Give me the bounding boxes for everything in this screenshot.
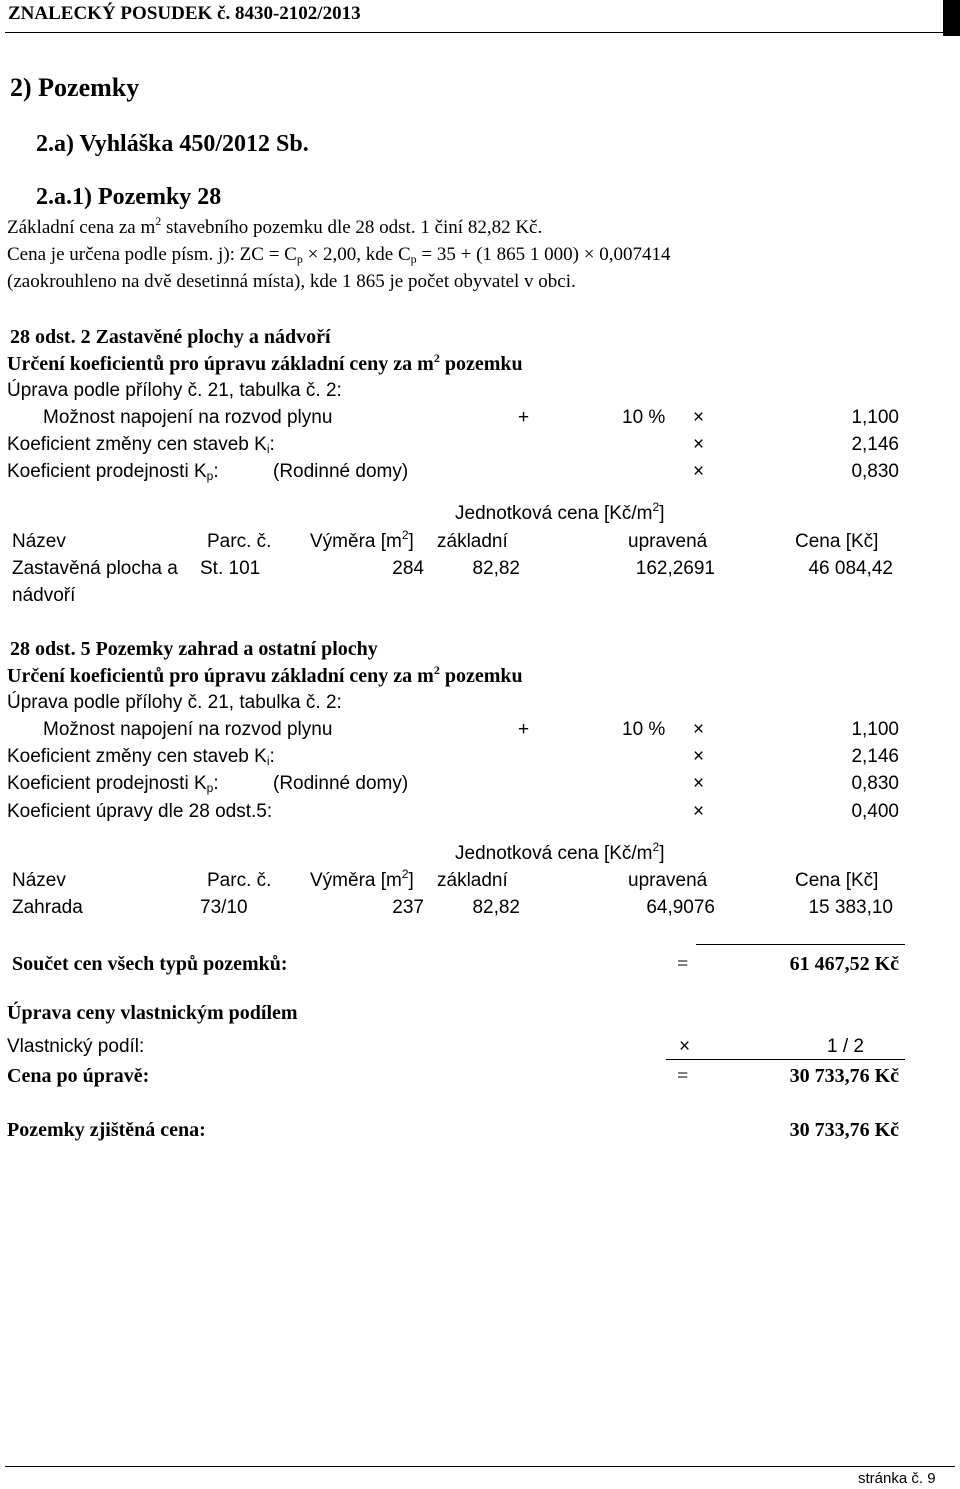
cell-upravena: 162,2691 (635, 558, 715, 579)
col-vymera (310, 869, 414, 893)
cell-parc: St. 101 (200, 558, 261, 579)
col-parc: Parc. č. (207, 870, 272, 891)
cell-cena: 15 383,10 (808, 897, 893, 918)
sup: 2 (401, 528, 409, 542)
coef-sign: + (518, 719, 530, 740)
adjusted-eq: = (677, 1065, 689, 1087)
label-post: : (269, 746, 275, 767)
block2-coef-heading (7, 664, 523, 688)
sub: p (206, 469, 214, 483)
col-cena: Cena [Kč] (795, 870, 879, 891)
label-post: : (213, 461, 219, 482)
col-parc: Parc. č. (207, 531, 272, 552)
coef-sign: + (518, 407, 530, 428)
coef-label (7, 460, 219, 484)
col-nazev: Název (12, 870, 66, 891)
coef-value: 0,830 (851, 773, 899, 794)
final-value: 30 733,76 Kč (789, 1119, 899, 1141)
times-icon: × (679, 1036, 691, 1057)
header-rule (5, 32, 955, 33)
group-header-post: ] (659, 503, 665, 524)
vymera-pre: Výměra [m (310, 531, 402, 552)
cell-zakladni: 82,82 (472, 558, 520, 579)
coef-note: (Rodinné domy) (273, 461, 409, 482)
coef-value: 1,100 (851, 719, 899, 740)
coef-label: Možnost napojení na rozvod plynu (43, 407, 333, 428)
times-icon: × (693, 746, 705, 767)
coef-label (7, 745, 275, 769)
cell-zakladni: 82,82 (472, 897, 520, 918)
cell-upravena: 64,9076 (646, 897, 715, 918)
cell-vymera: 284 (392, 558, 424, 579)
total-value: 61 467,52 Kč (789, 953, 899, 975)
final-label: Pozemky zjištěná cena: (7, 1119, 206, 1141)
share-value: 1 / 2 (827, 1036, 864, 1057)
times-icon: × (693, 407, 705, 428)
block1-uprava: Úprava podle přílohy č. 21, tabulka č. 2: (7, 380, 342, 401)
total-label: Součet cen všech typů pozemků: (12, 953, 288, 975)
sup: 2 (433, 351, 440, 365)
adjusted-value: 30 733,76 Kč (789, 1065, 899, 1087)
sup: 2 (652, 840, 660, 854)
share-rule (666, 1059, 905, 1060)
label-pre: Koeficient prodejnosti K (7, 461, 207, 482)
label-post: : (213, 773, 219, 794)
label-pre: Koeficient prodejnosti K (7, 773, 207, 794)
col-zakladni: základní (437, 531, 508, 552)
vymera-pre: Výměra [m (310, 870, 402, 891)
col-nazev: Název (12, 531, 66, 552)
coef-label: Možnost napojení na rozvod plynu (43, 719, 333, 740)
header-mark (943, 0, 960, 36)
group-header-pre: Jednotková cena [Kč/m (455, 503, 653, 524)
footer-rule (5, 1466, 955, 1467)
intro-line (7, 243, 670, 267)
col-zakladni: základní (437, 870, 508, 891)
coef-value: 0,830 (851, 461, 899, 482)
block1-heading: 28 odst. 2 Zastavěné plochy a nádvoří (10, 326, 331, 348)
coef-note: (Rodinné domy) (273, 773, 409, 794)
coef-label (7, 772, 219, 796)
intro-line2-b: × 2,00, kde C (302, 244, 411, 265)
vymera-post: ] (408, 531, 414, 552)
col-upravena: upravená (628, 531, 708, 552)
times-icon: × (693, 801, 705, 822)
sup: 2 (652, 500, 660, 514)
times-icon: × (693, 719, 705, 740)
cell-nazev: Zastavěná plocha a (12, 558, 178, 579)
times-icon: × (693, 434, 705, 455)
times-icon: × (693, 773, 705, 794)
sub: p (296, 252, 303, 266)
col-cena: Cena [Kč] (795, 531, 879, 552)
cell-nazev: Zahrada (12, 897, 83, 918)
adjusted-label: Cena po úpravě: (7, 1065, 150, 1087)
subsection-title-pozemky: 2.a.1) Pozemky 28 (36, 184, 222, 210)
vymera-post: ] (408, 870, 414, 891)
col-vymera (310, 530, 414, 554)
group-header-post: ] (659, 843, 665, 864)
ownership-heading: Úprava ceny vlastnickým podílem (7, 1002, 298, 1024)
coef-value: 2,146 (851, 434, 899, 455)
cell-parc: 73/10 (200, 897, 248, 918)
share-label: Vlastnický podíl: (7, 1036, 145, 1057)
total-eq: = (677, 953, 689, 975)
coef-heading-post: pozemku (439, 353, 523, 375)
sup: 2 (401, 867, 409, 881)
sub: i (266, 754, 270, 768)
cell-vymera: 237 (392, 897, 424, 918)
table-group-header (455, 842, 664, 866)
coef-heading-pre: Určení koeficientů pro úpravu základní ceny za m (7, 353, 434, 375)
coef-value: 1,100 (851, 407, 899, 428)
intro-line2-c: = 35 + (1 865 1 000) × 0,007414 (416, 244, 671, 265)
label-post: : (269, 434, 275, 455)
intro-line (7, 216, 542, 240)
sub: i (266, 442, 270, 456)
coef-label (7, 433, 275, 457)
block2-heading: 28 odst. 5 Pozemky zahrad a ostatní plochy (10, 638, 378, 660)
coef-percent: 10 % (622, 719, 666, 740)
block1-coef-heading (7, 352, 523, 376)
label-pre: Koeficient změny cen staveb K (7, 746, 267, 767)
intro-line1-pre: Základní cena za m (7, 217, 156, 238)
coef-value: 2,146 (851, 746, 899, 767)
coef-percent: 10 % (622, 407, 666, 428)
sup: 2 (433, 663, 440, 677)
label-pre: Koeficient změny cen staveb K (7, 434, 267, 455)
coef-value: 0,400 (851, 801, 899, 822)
subsection-title: 2.a) Vyhláška 450/2012 Sb. (36, 131, 309, 157)
cell-nazev-cont: nádvoří (12, 585, 76, 606)
coef-heading-post: pozemku (439, 665, 523, 687)
document-header: ZNALECKÝ POSUDEK č. 8430-2102/2013 (8, 3, 361, 24)
times-icon: × (693, 461, 705, 482)
cell-cena: 46 084,42 (808, 558, 893, 579)
page-number: stránka č. 9 (858, 1470, 936, 1487)
group-header-pre: Jednotková cena [Kč/m (455, 843, 653, 864)
total-rule (696, 944, 905, 945)
table-group-header (455, 502, 664, 526)
sub: p (206, 781, 214, 795)
section-title: 2) Pozemky (10, 73, 140, 102)
coef-heading-pre: Určení koeficientů pro úpravu základní ceny za m (7, 665, 434, 687)
col-upravena: upravená (628, 870, 708, 891)
block2-uprava: Úprava podle přílohy č. 21, tabulka č. 2: (7, 692, 342, 713)
coef-label: Koeficient úpravy dle 28 odst.5: (7, 801, 273, 822)
sub: p (410, 252, 417, 266)
sup: 2 (155, 214, 162, 228)
intro-line1-post: stavebního pozemku dle 28 odst. 1 činí 82,82 Kč. (161, 217, 543, 238)
intro-line2-a: Cena je určena podle písm. j): ZC = C (7, 244, 297, 265)
intro-line: (zaokrouhleno na dvě desetinná místa), kde 1 865 je počet obyvatel v obci. (7, 271, 576, 292)
